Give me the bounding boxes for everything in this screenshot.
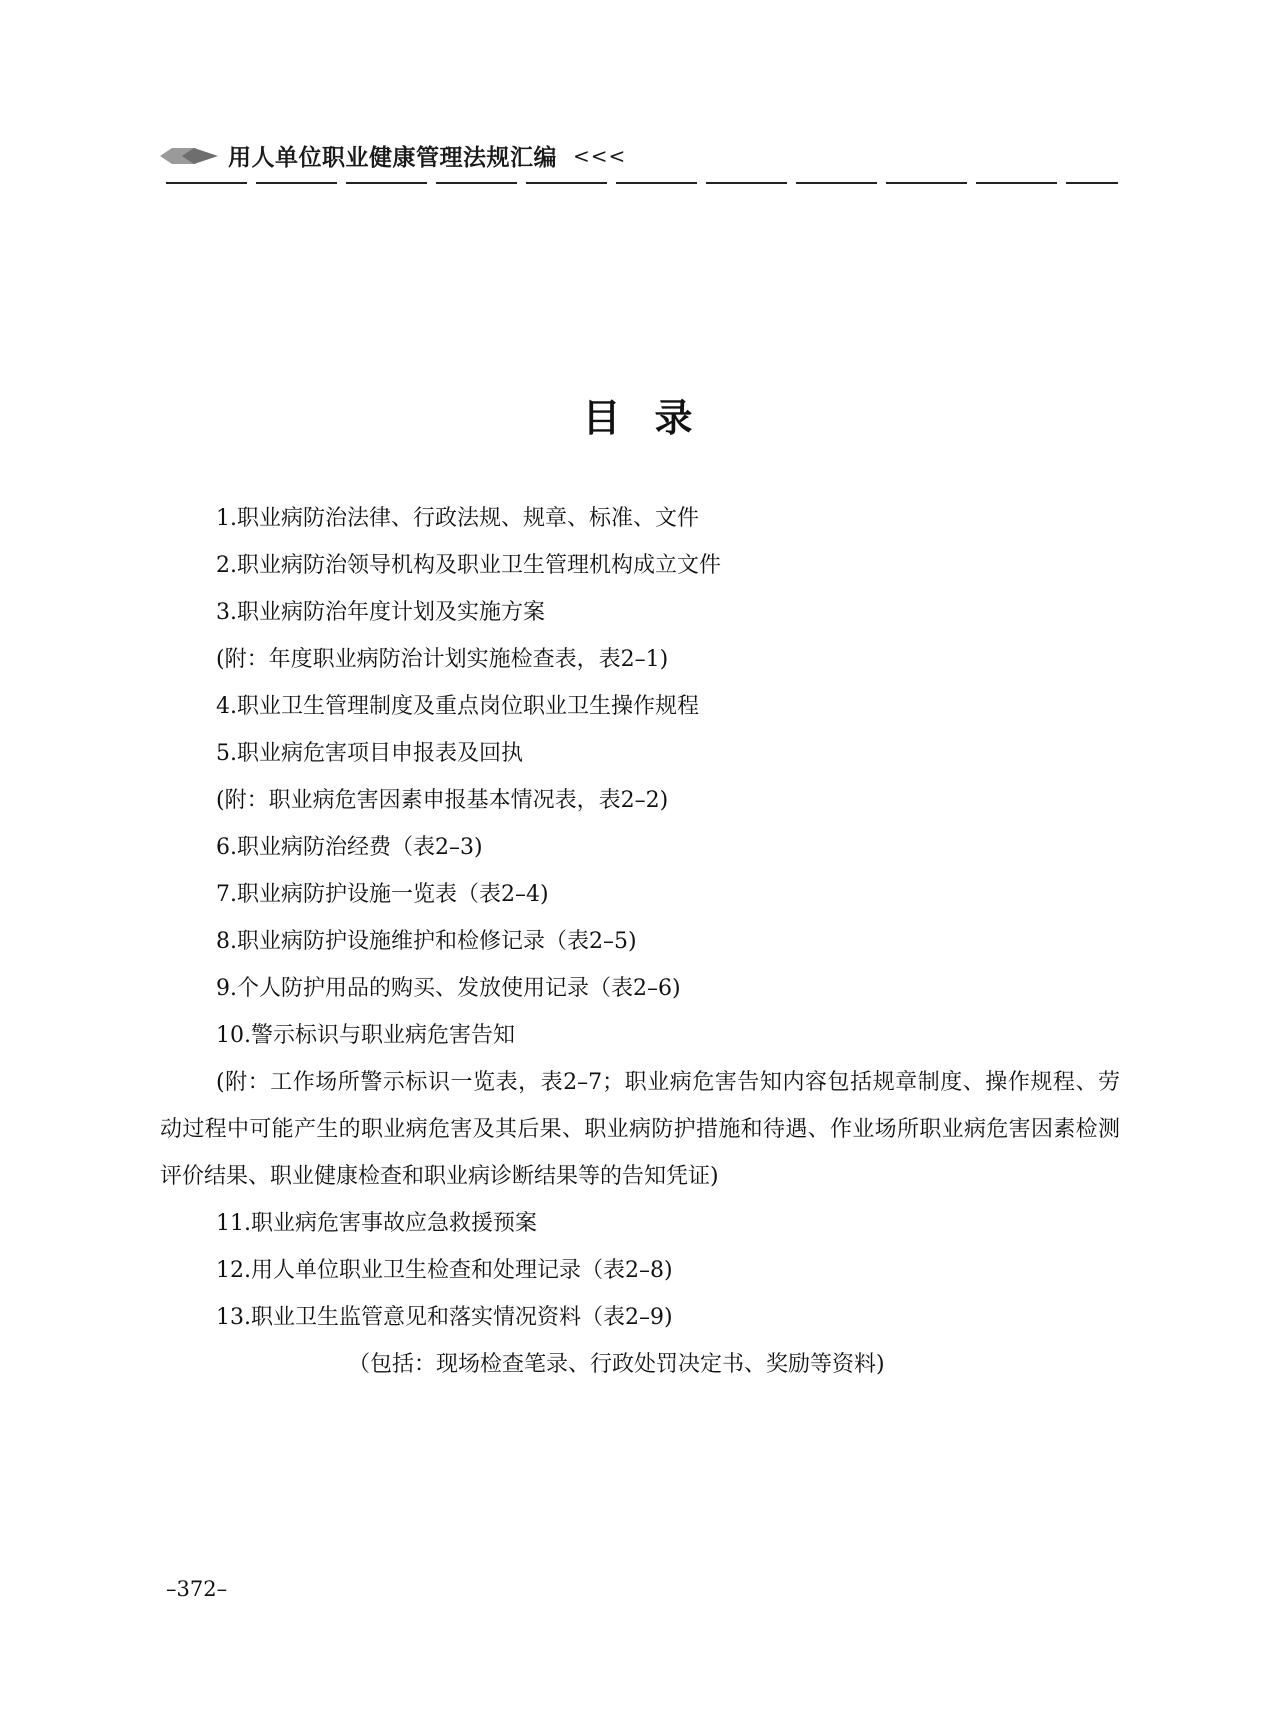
- running-header: [160, 139, 626, 172]
- toc-list: [160, 495, 1120, 1388]
- toc-item-11: 11.职业病危害事故应急救援预案: [216, 1211, 537, 1236]
- toc-item-7: 7.职业病防护设施一览表（表2–4): [216, 882, 549, 907]
- toc-item-12: 12.用人单位职业卫生检查和处理记录（表2–8): [216, 1258, 673, 1283]
- running-header-chevrons: <<<: [573, 143, 627, 168]
- running-header-title: 用人单位职业健康管理法规汇编: [228, 145, 557, 171]
- toc-item-8: 8.职业病防护设施维护和检修记录（表2–5): [216, 929, 637, 954]
- toc-item-3: 3.职业病防治年度计划及实施方案: [216, 600, 545, 625]
- double-diamond-icon: [160, 145, 218, 167]
- toc-item-2: 2.职业病防治领导机构及职业卫生管理机构成立文件: [216, 553, 721, 578]
- header-rule: [166, 182, 1118, 184]
- toc-item-5: 5.职业病危害项目申报表及回执: [216, 741, 523, 766]
- toc-item-6: 6.职业病防治经费（表2–3): [216, 835, 483, 860]
- toc-item-13-note: （包括：现场检查笔录、行政处罚决定书、奖励等资料): [348, 1352, 885, 1377]
- toc-item-13: 13.职业卫生监管意见和落实情况资料（表2–9): [216, 1305, 673, 1330]
- toc-item-5-appendix: (附：职业病危害因素申报基本情况表，表2–2): [216, 788, 669, 813]
- toc-item-3-appendix: (附：年度职业病防治计划实施检查表，表2–1): [216, 647, 669, 672]
- page-number: –372–: [166, 1577, 228, 1601]
- toc-item-9: 9.个人防护用品的购买、发放使用记录（表2–6): [216, 976, 681, 1001]
- toc-item-10: 10.警示标识与职业病危害告知: [216, 1023, 515, 1048]
- toc-item-10-appendix: (附：工作场所警示标识一览表，表2–7；职业病危害告知内容包括规章制度、操作规程、劳动过程中可能产生的职业病危害及其后果、职业病防护措施和待遇、作业场所职业病危害因素检测评价结果、职业健康检查和职业病诊断结果等的告知凭证): [160, 1070, 1120, 1189]
- toc-item-4: 4.职业卫生管理制度及重点岗位职业卫生操作规程: [216, 694, 699, 719]
- toc-item-1: 1.职业病防治法律、行政法规、规章、标准、文件: [216, 506, 699, 531]
- toc-heading: 目录: [582, 396, 727, 440]
